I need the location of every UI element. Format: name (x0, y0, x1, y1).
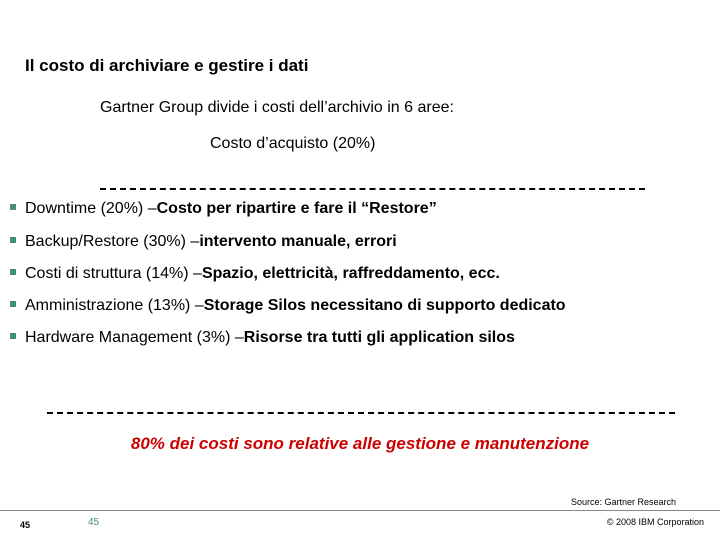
source-note: Source: Gartner Research (570, 497, 676, 507)
square-bullet-icon (10, 237, 16, 243)
bullet-item-administration (10, 297, 566, 315)
square-bullet-icon (10, 269, 16, 275)
bullet-item-downtime (10, 200, 437, 218)
square-bullet-icon (10, 204, 16, 210)
page-number-secondary: 45 (88, 517, 100, 528)
acquisition-cost-text: Costo d’acquisto (20%) (210, 135, 376, 152)
bullet-label: Backup/Restore (30%) – (25, 233, 200, 250)
bullet-item-hardware-management (10, 329, 515, 347)
dashed-divider-top (100, 188, 645, 190)
bullet-detail: Costo per ripartire e fare il “Restore” (156, 200, 437, 217)
bullet-label: Amministrazione (13%) – (25, 297, 204, 314)
page-number: 45 (20, 520, 31, 530)
intro-text: Gartner Group divide i costi dell’archivio in 6 aree: (100, 99, 454, 116)
bullet-label: Downtime (20%) – (25, 200, 157, 217)
slide-title: Il costo di archiviare e gestire i dati (25, 56, 309, 75)
bullet-item-backup (10, 233, 397, 251)
dashed-divider-bottom (47, 412, 675, 414)
bullet-label: Costi di struttura (14%) – (25, 265, 202, 282)
bullet-item-structure (10, 265, 500, 283)
bullet-detail: Spazio, elettricità, raffreddamento, ecc. (201, 265, 500, 282)
conclusion-text: 80% dei costi sono relative alle gestione e manutenzione (130, 434, 590, 453)
copyright-text: © 2008 IBM Corporation (606, 517, 704, 527)
bullet-detail: intervento manuale, errori (199, 233, 397, 250)
bullet-detail: Risorse tra tutti gli application silos (243, 329, 515, 346)
bullet-label: Hardware Management (3%) – (25, 329, 244, 346)
square-bullet-icon (10, 333, 16, 339)
footer-rule (0, 510, 720, 511)
square-bullet-icon (10, 301, 16, 307)
bullet-detail: Storage Silos necessitano di supporto dedicato (203, 297, 566, 314)
